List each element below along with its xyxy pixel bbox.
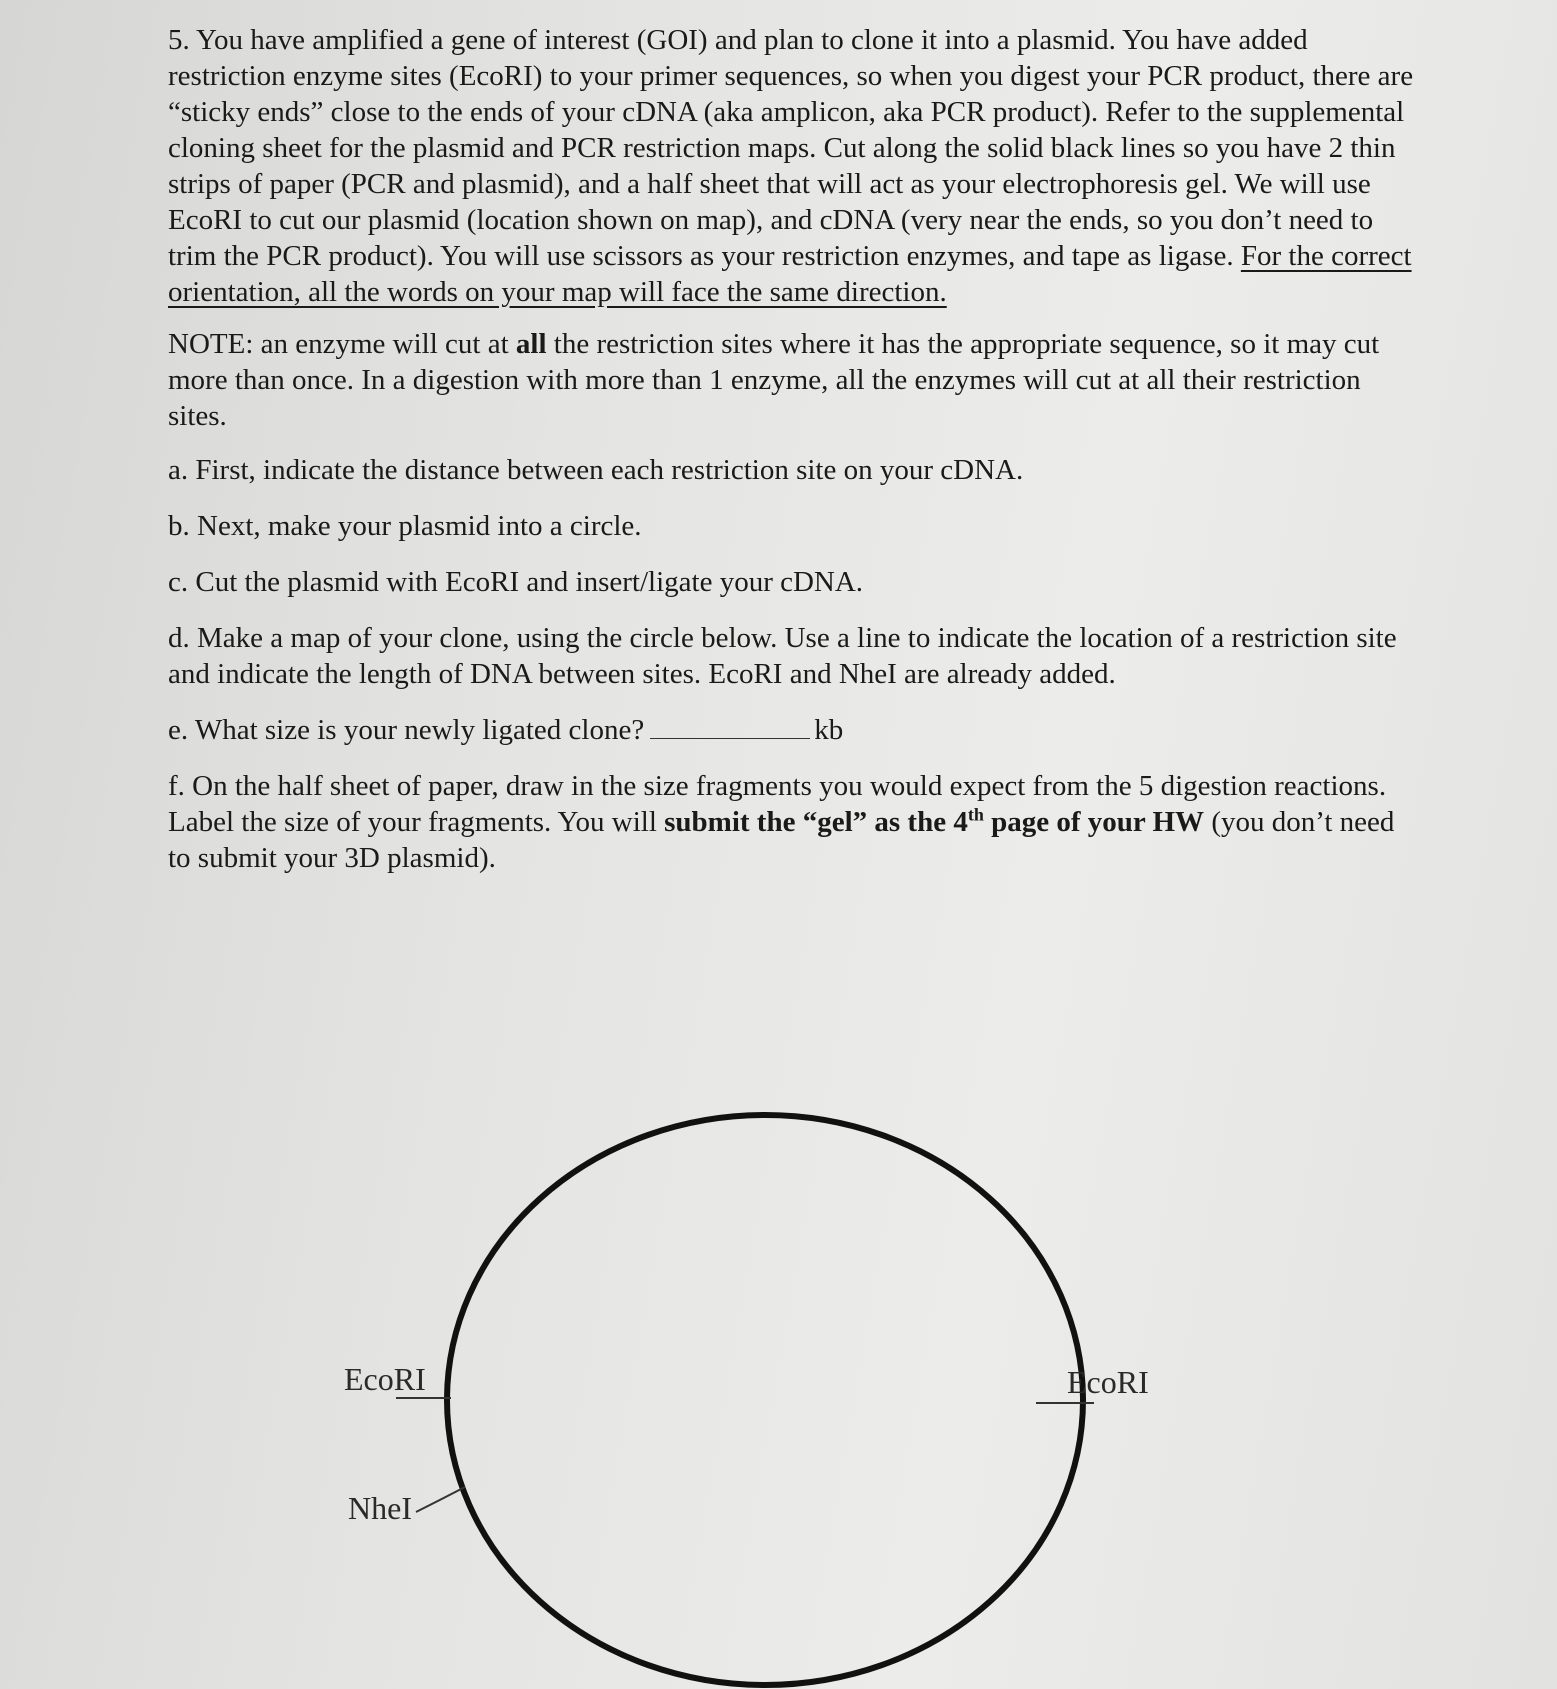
item-f-text-start: f. On the half sheet of paper, draw in the size fragments you would expect from the 5 digestion reactions. Label the size of your fragments. You will [168, 770, 1387, 838]
item-d: d. Make a map of your clone, using the circle below. Use a line to indicate the location of a restriction site and indicate the length of DNA between sites. EcoRI and NheI are already added. [168, 622, 1397, 690]
left-ecori-label: EcoRI [344, 1361, 426, 1397]
item-a: a. First, indicate the distance between each restriction site on your cDNA. [168, 454, 1024, 486]
item-f-superscript: th [967, 804, 984, 825]
item-b: b. Next, make your plasmid into a circle. [168, 510, 642, 542]
note-emphasis: all [515, 328, 547, 360]
question-number: 5. [168, 24, 190, 56]
nhei-label: NheI [348, 1490, 412, 1526]
orientation-instruction: For the correct orientation, all the words on your map will face the same direction. [168, 240, 1412, 308]
right-ecori-label: EcoRI [1067, 1364, 1149, 1400]
plasmid-circle [447, 1115, 1083, 1685]
item-c: c. Cut the plasmid with EcoRI and insert/ligate your cDNA. [168, 566, 864, 598]
note-text-start: NOTE: an enzyme will cut at [168, 328, 516, 360]
item-e-unit: kb [814, 714, 844, 746]
nhei-site-line [416, 1487, 465, 1512]
item-f-bold-part-2: page of your HW [983, 806, 1205, 838]
item-e-question: e. What size is your newly ligated clone? [168, 714, 645, 746]
note-text-end: the restriction sites where it has the appropriate sequence, so it may cut more than once. In a digestion with more than 1 enzyme, all the enzymes will cut at all their restriction sites. [168, 328, 1380, 432]
question-intro-text: You have amplified a gene of interest (GOI) and plan to clone it into a plasmid. You have added restriction enzyme sites (EcoRI) to your primer sequences, so when you digest your PCR product, there are “sticky ends” close to the ends of your cDNA (aka amplicon, aka PCR product). Refer to the supplemental cloning sheet for the plasmid and PCR restriction maps. Cut along the solid black lines so you have 2 thin strips of paper (PCR and plasmid), and a half sheet that will act as your electrophoresis gel. We will use EcoRI to cut our plasmid (location shown on map), and cDNA (very near the ends, so you don’t need to trim the PCR product). You will use scissors as your restriction enzymes, and tape as ligase. [168, 24, 1414, 272]
item-f-bold-part-1: submit the “gel” as the 4 [664, 806, 968, 838]
item-f-text-end: (you don’t need to submit your 3D plasmid). [168, 806, 1395, 874]
